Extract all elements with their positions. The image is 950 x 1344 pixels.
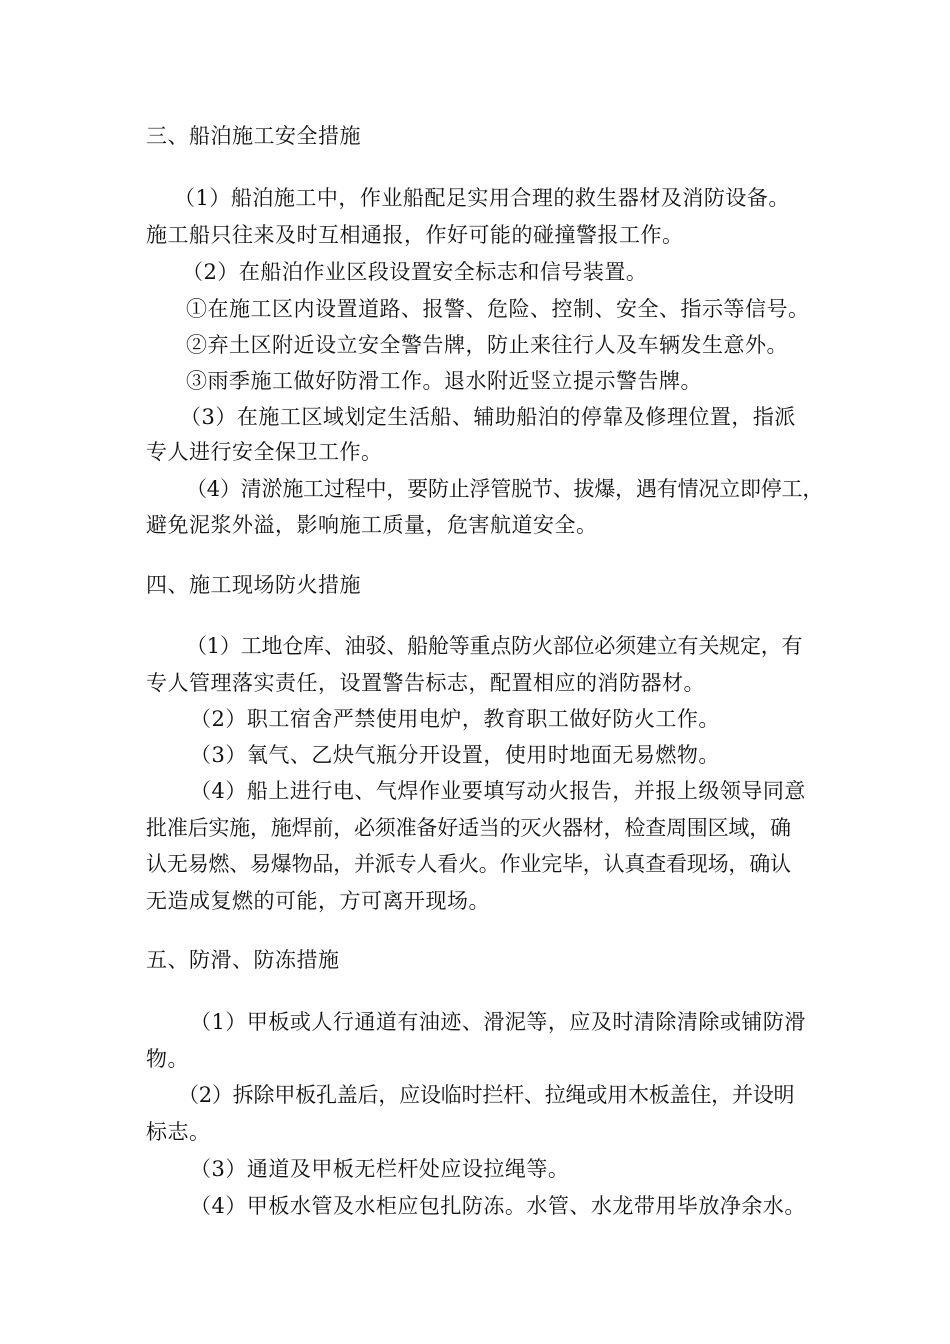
paragraph-line: （1）工地仓库、油驳、船舱等重点防火部位必须建立有关规定，有 <box>186 634 803 658</box>
paragraph-line: ③雨季施工做好防滑工作。退水附近竖立提示警告牌。 <box>186 369 702 393</box>
paragraph-line: 避免泥浆外溢，影响施工质量，危害航道安全。 <box>146 513 598 537</box>
paragraph-line: （1）甲板或人行通道有油迹、滑泥等，应及时清除清除或铺防滑 <box>190 1010 806 1034</box>
section-heading: 五、防滑、防冻措施 <box>146 948 340 972</box>
paragraph-line: （2）在船泊作业区段设置安全标志和信号装置。 <box>182 260 648 284</box>
paragraph-line: （2）拆除甲板孔盖后，应设临时拦杆、拉绳或用木板盖住，并设明 <box>178 1083 795 1107</box>
paragraph-line: 认无易燃、易爆物品，并派专人看火。作业完毕，认真查看现场，确认 <box>146 852 791 876</box>
section-heading: 四、施工现场防火措施 <box>146 573 361 597</box>
paragraph-line: 批准后实施，施焊前，必须准备好适当的灭火器材，检查周围区域，确 <box>146 816 791 840</box>
paragraph-line: （2）职工宿舍严禁使用电炉，教育职工做好防火工作。 <box>190 707 720 731</box>
paragraph-line: 无造成复燃的可能，方可离开现场。 <box>146 889 490 913</box>
paragraph-line: 施工船只往来及时互相通报，作好可能的碰撞警报工作。 <box>146 223 684 247</box>
section-heading: 三、船泊施工安全措施 <box>146 124 361 148</box>
paragraph-line: 标志。 <box>146 1120 211 1144</box>
paragraph-line: 专人管理落实责任，设置警告标志，配置相应的消防器材。 <box>146 671 705 695</box>
paragraph-line: （1）船泊施工中，作业船配足实用合理的救生器材及消防设备。 <box>174 186 790 210</box>
paragraph-line: （3）氧气、乙炔气瓶分开设置，使用时地面无易燃物。 <box>190 743 720 767</box>
paragraph-line: （4）甲板水管及水柜应包扎防冻。水管、水龙带用毕放净余水。 <box>190 1194 806 1218</box>
paragraph-line: 物。 <box>146 1047 189 1071</box>
paragraph-line: （3）通道及甲板无栏杆处应设拉绳等。 <box>190 1157 570 1181</box>
paragraph-line: ①在施工区内设置道路、报警、危险、控制、安全、指示等信号。 <box>186 297 810 321</box>
paragraph-line: （4）船上进行电、气焊作业要填写动火报告，并报上级领导同意 <box>190 779 806 803</box>
paragraph-line: 专人进行安全保卫工作。 <box>146 440 383 464</box>
paragraph-line: （3）在施工区域划定生活船、辅助船泊的停靠及修理位置，指派 <box>180 405 796 429</box>
paragraph-line: （4）清淤施工过程中，要防止浮管脱节、拔爆，遇有情况立即停工， <box>186 477 824 501</box>
paragraph-line: ②弃土区附近设立安全警告牌，防止来往行人及车辆发生意外。 <box>186 333 788 357</box>
